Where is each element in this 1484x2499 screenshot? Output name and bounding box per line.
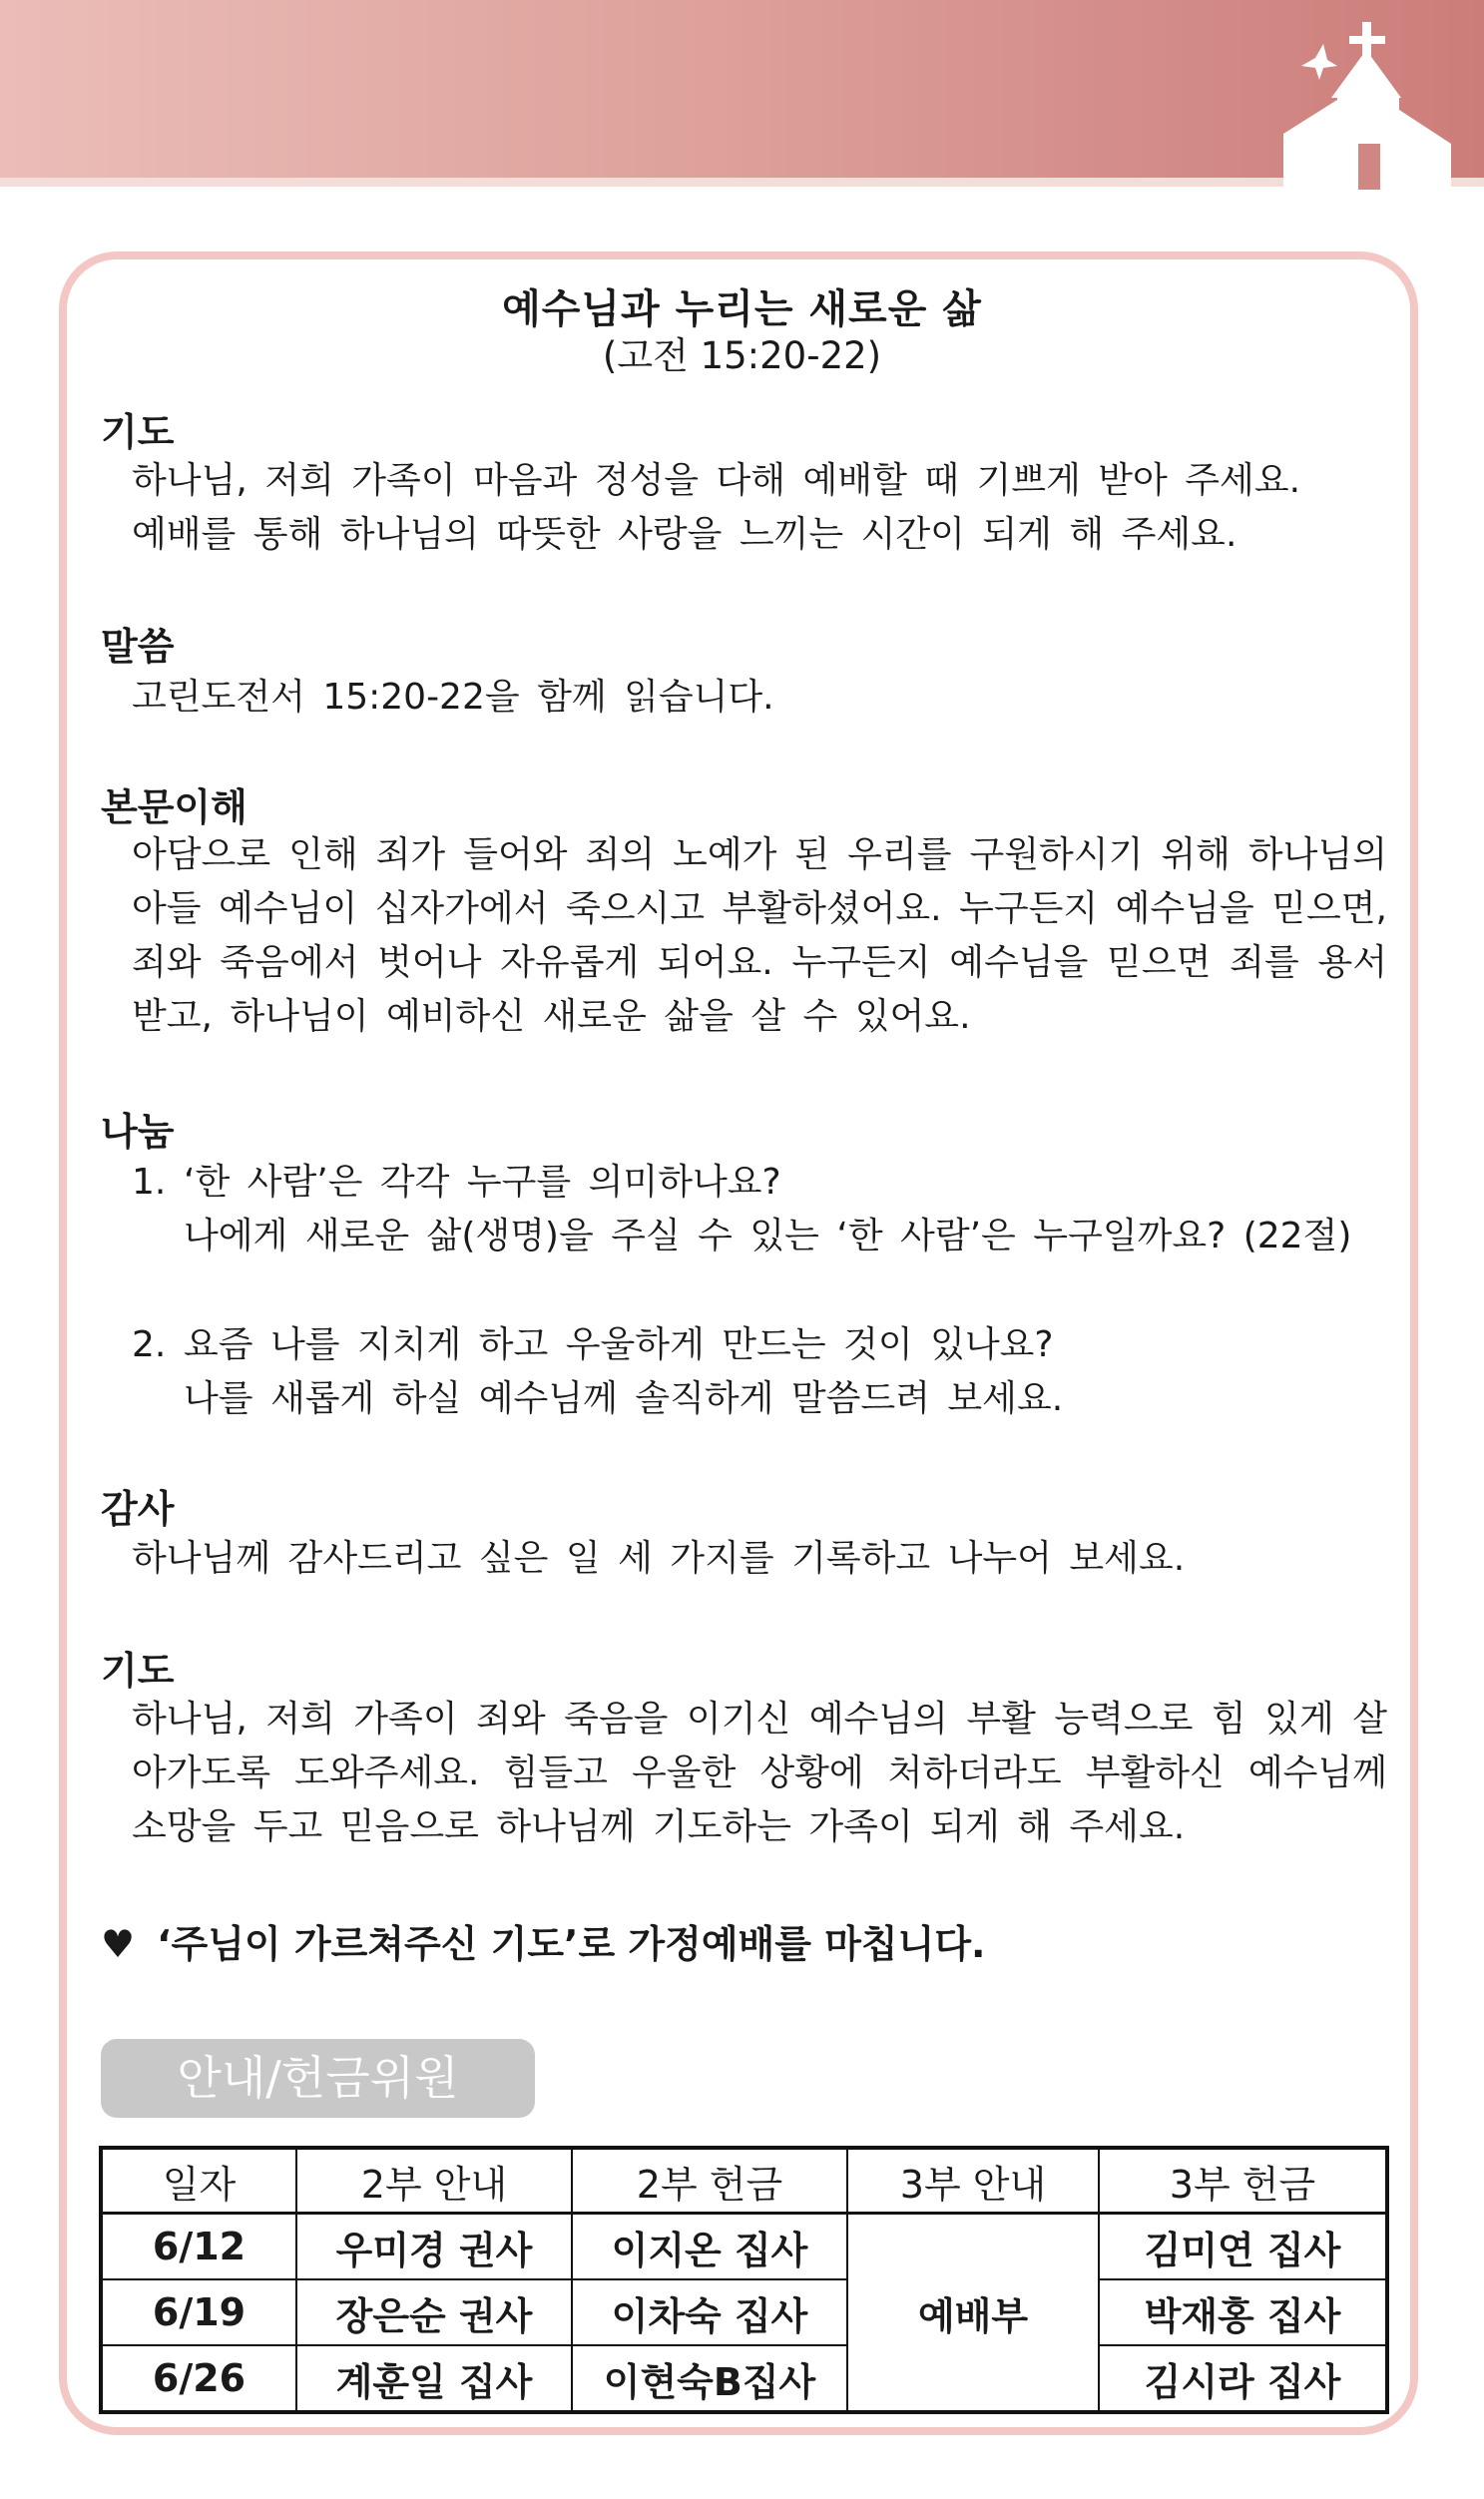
closing-note — [101, 1913, 985, 1968]
offering-2-cell: 이지온 집사 — [572, 2214, 847, 2280]
word-heading: 말씀 — [101, 625, 175, 669]
sharing-heading: 나눔 — [101, 1110, 175, 1154]
closing-prayer-heading: 기도 — [101, 1649, 175, 1693]
table-header-row — [101, 2148, 1387, 2214]
guide-2-cell: 장은순 권사 — [296, 2279, 572, 2345]
date-cell: 6/19 — [101, 2279, 296, 2345]
page-title: 예수님과 누리는 새로운 삶 — [502, 286, 982, 332]
roster-table — [99, 2146, 1389, 2414]
offering-3-cell: 김미연 집사 — [1099, 2214, 1387, 2280]
closing-prayer-text: 하나님, 저희 가족이 죄와 죽음을 이기신 예수님의 부활 능력으로 힘 있게 살아가도록 도와주세요. 힘들고 우울한 상황에 처하더라도 부활하신 예수님께 소망을 두고 믿음으로 하나님께 기도하는 가족이 되게 해 주세요. — [132, 1699, 1387, 1847]
offering-3-cell: 김시라 집사 — [1099, 2345, 1387, 2412]
guide-2-cell: 우미경 권사 — [296, 2214, 572, 2280]
heart-icon: ♥ — [101, 1922, 136, 1966]
question-text: ‘한 사람’은 각각 누구를 의미하나요? — [184, 1162, 781, 1203]
church-icon — [1265, 14, 1465, 190]
word-text: 고린도전서 15:20-22을 함께 읽습니다. — [132, 677, 774, 718]
date-cell: 6/12 — [101, 2214, 296, 2280]
date-cell: 6/26 — [101, 2345, 296, 2412]
header-banner — [0, 0, 1484, 178]
header-divider — [0, 178, 1484, 187]
column-header: 3부 안내 — [847, 2148, 1099, 2214]
understanding-heading: 본문이해 — [101, 785, 247, 829]
prayer-line: 예배를 통해 하나님의 따뜻한 사랑을 느끼는 시간이 되게 해 주세요. — [132, 514, 1237, 555]
column-header: 일자 — [101, 2148, 296, 2214]
understanding-text: 아담으로 인해 죄가 들어와 죄의 노예가 된 우리를 구원하시기 위해 하나님의 아들 예수님이 십자가에서 죽으시고 부활하셨어요. 누구든지 예수님을 믿으면, 죄와 죽음에서 벗어나 자유롭게 되어요. 누구든지 예수님을 믿으면 죄를 용서받고, 하나님이 예비하신 새로운 삶을 살 수 있어요. — [132, 834, 1387, 1037]
question-number: 1. — [132, 1162, 167, 1203]
roster-label: 안내/헌금위원 — [101, 2039, 535, 2118]
closing-text: ‘주님이 가르쳐주신 기도’로 가정예배를 마칩니다. — [157, 1922, 986, 1966]
sharing-question-2-followup: 나를 새롭게 하실 예수님께 솔직하게 말씀드려 보세요. — [184, 1378, 1064, 1419]
column-header: 2부 안내 — [296, 2148, 572, 2214]
table-row — [101, 2214, 1387, 2280]
sharing-question-1-followup: 나에게 새로운 삶(생명)을 주실 수 있는 ‘한 사람’은 누구일까요? (22절) — [184, 1216, 1352, 1256]
thanks-text: 하나님께 감사드리고 싶은 일 세 가지를 기록하고 나누어 보세요. — [132, 1538, 1186, 1579]
offering-3-cell: 박재홍 집사 — [1099, 2279, 1387, 2345]
offering-2-cell: 이현숙B집사 — [572, 2345, 847, 2412]
sharing-question-1 — [132, 1154, 781, 1205]
question-text: 요즘 나를 지치게 하고 우울하게 만드는 것이 있나요? — [184, 1324, 1054, 1365]
thanks-heading: 감사 — [101, 1487, 175, 1531]
guide-3-merged-cell: 예배부 — [847, 2214, 1099, 2413]
table-row — [101, 2279, 1387, 2345]
sharing-question-2 — [132, 1316, 1054, 1367]
prayer-heading: 기도 — [101, 410, 175, 454]
question-number: 2. — [132, 1324, 167, 1365]
guide-2-cell: 계훈일 집사 — [296, 2345, 572, 2412]
column-header: 3부 헌금 — [1099, 2148, 1387, 2214]
scripture-reference: (고전 15:20-22) — [602, 334, 882, 377]
offering-2-cell: 이차숙 집사 — [572, 2279, 847, 2345]
column-header: 2부 헌금 — [572, 2148, 847, 2214]
table-row — [101, 2345, 1387, 2412]
prayer-line: 하나님, 저희 가족이 마음과 정성을 다해 예배할 때 기쁘게 받아 주세요. — [132, 460, 1301, 501]
